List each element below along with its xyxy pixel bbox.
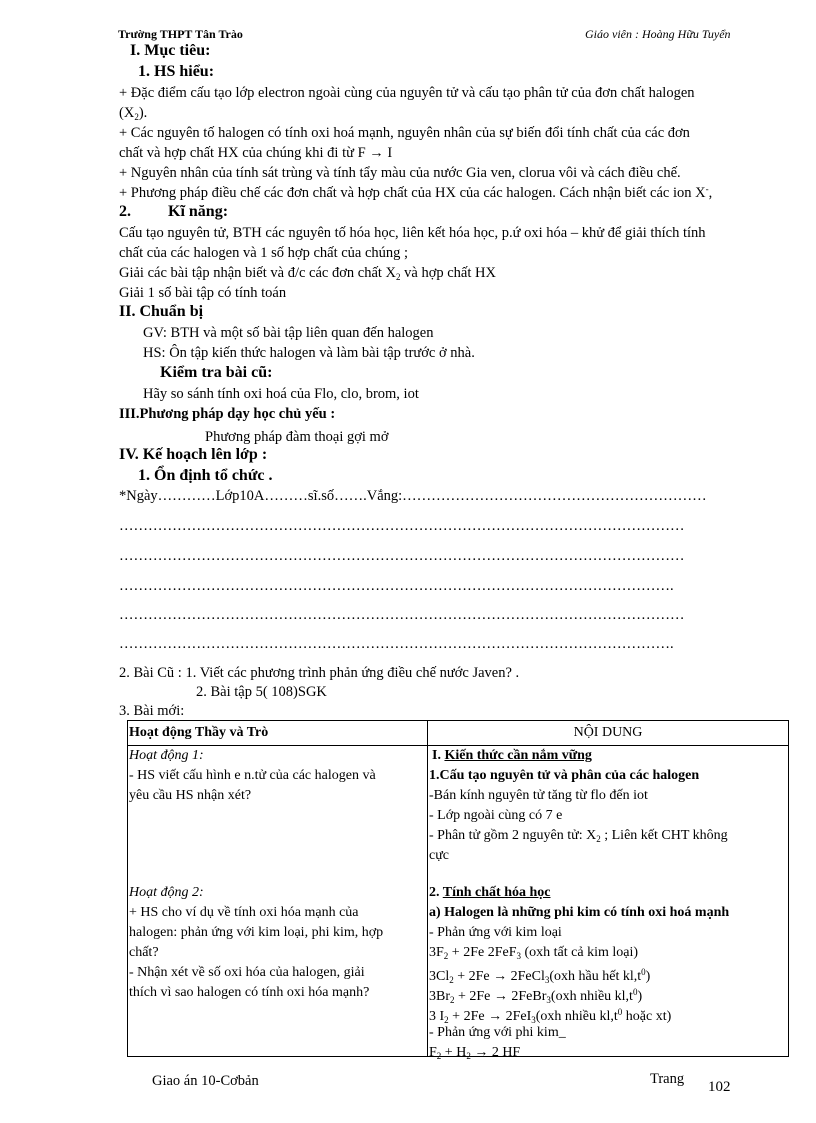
- subsection-2-title: a) Halogen là những phi kim có tính oxi hoá mạnh: [429, 905, 730, 920]
- activities-cell: [128, 746, 428, 1057]
- objective-line: $(X_2)$.: [119, 105, 148, 122]
- plan-title: IV. Kế hoạch lên lớp :: [119, 446, 268, 463]
- objective-line: + Phương pháp điều chế các đơn chất và hợp chất của HX của các halogen. Cách nhận biết các ion X-,: [119, 184, 713, 201]
- activity-line: yêu cầu HS nhận xét?: [129, 788, 252, 803]
- content-line: - Phân tử gồm 2 nguyên tử: $X_2$ ; Liên kết CHT không: [429, 828, 728, 844]
- activity-line: chất?: [129, 945, 159, 960]
- check-title: Kiểm tra bài cũ:: [160, 364, 273, 381]
- check-question: Hãy so sánh tính oxi hoá của Flo, clo, brom, iot: [143, 386, 419, 402]
- old-lesson-2: 2. Bài tập 5( 108)SGK: [196, 684, 327, 700]
- objective-line: chất và hợp chất HX của chúng khi đi từ F → I: [119, 145, 393, 161]
- dotted-line: ………………………………………………………………………………………………………: [119, 518, 685, 534]
- reaction-line: $F_2 + H_2 \to 2$ HF: [429, 1045, 521, 1061]
- skill-line: chất của các halogen và 1 số hợp chất của chúng ;: [119, 245, 409, 261]
- footer-left: Giao án 10-Cơbản: [152, 1073, 259, 1089]
- footer-trang: Trang: [650, 1071, 685, 1087]
- attendance-line: *Ngày…………Lớp10A………sĩ.số…….Vắng:………………………………………………………: [119, 488, 707, 504]
- subsection-1-title: 1.Cấu tạo nguyên tử và phân của các halogen: [429, 768, 700, 783]
- section-1-heading: I. Kiến thức cần nắm vững: [432, 748, 592, 763]
- dotted-line: …………………………………………………………………………………………………….: [119, 578, 674, 594]
- activity-line: halogen: phản ứng với kim loại, phi kim, hợp: [129, 925, 384, 940]
- page-number: 102: [708, 1079, 731, 1095]
- skill-line: Cấu tạo nguyên tử, BTH các nguyên tố hóa học, liên kết hóa học, p.ứ oxi hóa – khử để giải thích tính: [119, 225, 706, 241]
- method-title: III.Phương pháp dạy học chủ yếu :: [119, 406, 336, 422]
- preparation-title: II. Chuẩn bị: [119, 303, 204, 320]
- activity-line: - Nhận xét về số oxi hóa của halogen, giải: [129, 965, 365, 980]
- activity-1-title: Hoạt động 1:: [129, 748, 204, 763]
- dotted-line: …………………………………………………………………………………………………….: [119, 636, 674, 652]
- reaction-line: 3 $I_2 + 2Fe \to 2FeI_3(oxh$ nhiều $kl,t^0$ hoặc xt): [429, 1007, 672, 1025]
- content-cell: [428, 746, 789, 1061]
- reaction-line: - Phản ứng với phi kim_: [429, 1025, 566, 1040]
- old-lesson-1: 2. Bài Cũ : 1. Viết các phương trình phản ứng điều chế nước Javen? .: [119, 665, 520, 681]
- activity-line: + HS cho ví dụ về tính oxi hóa mạnh của: [129, 905, 359, 920]
- section-2-heading: 2. Tính chất hóa học: [429, 885, 551, 900]
- skills-title: Kĩ năng:: [168, 203, 229, 220]
- content-line: - Lớp ngoài cùng có 7 e: [429, 808, 563, 823]
- reaction-line: $3Br_2 + 2Fe$ → 2FeBr$_3$(oxh nhiều $kl,t^0$): [429, 987, 643, 1005]
- organization-title: 1. Ổn định tổ chức .: [138, 467, 273, 484]
- activity-2-title: Hoạt động 2:: [129, 885, 204, 900]
- reaction-line: - Phản ứng với kim loại: [429, 925, 562, 940]
- skills-number: 2.: [119, 203, 131, 220]
- skill-line: Giải các bài tập nhận biết và đ/c các đơn chất $X_2$ và hợp chất HX: [119, 265, 496, 282]
- activity-line: - HS viết cấu hình e n.tử của các halogen và: [129, 768, 376, 783]
- preparation-gv: GV: BTH và một số bài tập liên quan đến halogen: [143, 325, 434, 341]
- content-line: -Bán kính nguyên tử tăng từ flo đến iot: [429, 788, 648, 803]
- reaction-line: $3Cl_2 + 2Fe$ → 2FeCl$_3$(oxh hầu hết $kl,t^0$): [429, 967, 651, 985]
- skill-line: Giải 1 số bài tập có tính toán: [119, 285, 287, 301]
- new-lesson-label: 3. Bài mới:: [119, 703, 185, 719]
- teacher-student-header: Hoạt động Thầy và Trò: [128, 721, 428, 746]
- understand-title: 1. HS hiểu:: [138, 63, 215, 80]
- preparation-hs: HS: Ôn tập kiến thức halogen và làm bài tập trước ở nhà.: [143, 345, 475, 361]
- method-text: Phương pháp đàm thoại gợi mở: [205, 429, 389, 445]
- lesson-table: [127, 720, 789, 1061]
- school-name: Trường THPT Tân Trào: [118, 27, 243, 41]
- content-header: NỘI DUNG: [428, 721, 789, 746]
- dotted-line: ………………………………………………………………………………………………………: [119, 607, 685, 623]
- objective-line: + Nguyên nhân của tính sát trùng và tính tẩy màu của nước Gia ven, clorua vôi và cách điều chế.: [119, 165, 681, 181]
- content-line: cực: [429, 848, 450, 863]
- objectives-title: I. Mục tiêu:: [130, 42, 211, 59]
- teacher-name: Giáo viên : Hoàng Hữu Tuyển: [585, 27, 731, 41]
- activity-line: thích vì sao halogen có tính oxi hóa mạnh?: [129, 985, 370, 1000]
- objective-line: + Đặc điểm cấu tạo lớp electron ngoài cùng của nguyên tử và cấu tạo phân tử của đơn chất halogen: [119, 85, 695, 101]
- dotted-line: ………………………………………………………………………………………………………: [119, 548, 685, 564]
- objective-line: + Các nguyên tố halogen có tính oxi hoá mạnh, nguyên nhân của sự biến đổi tính chất của các đơn: [119, 125, 690, 141]
- reaction-line: $3F_2 + 2Fe$ 2FeF$_3$ (oxh tất cả kim loại): [429, 945, 639, 961]
